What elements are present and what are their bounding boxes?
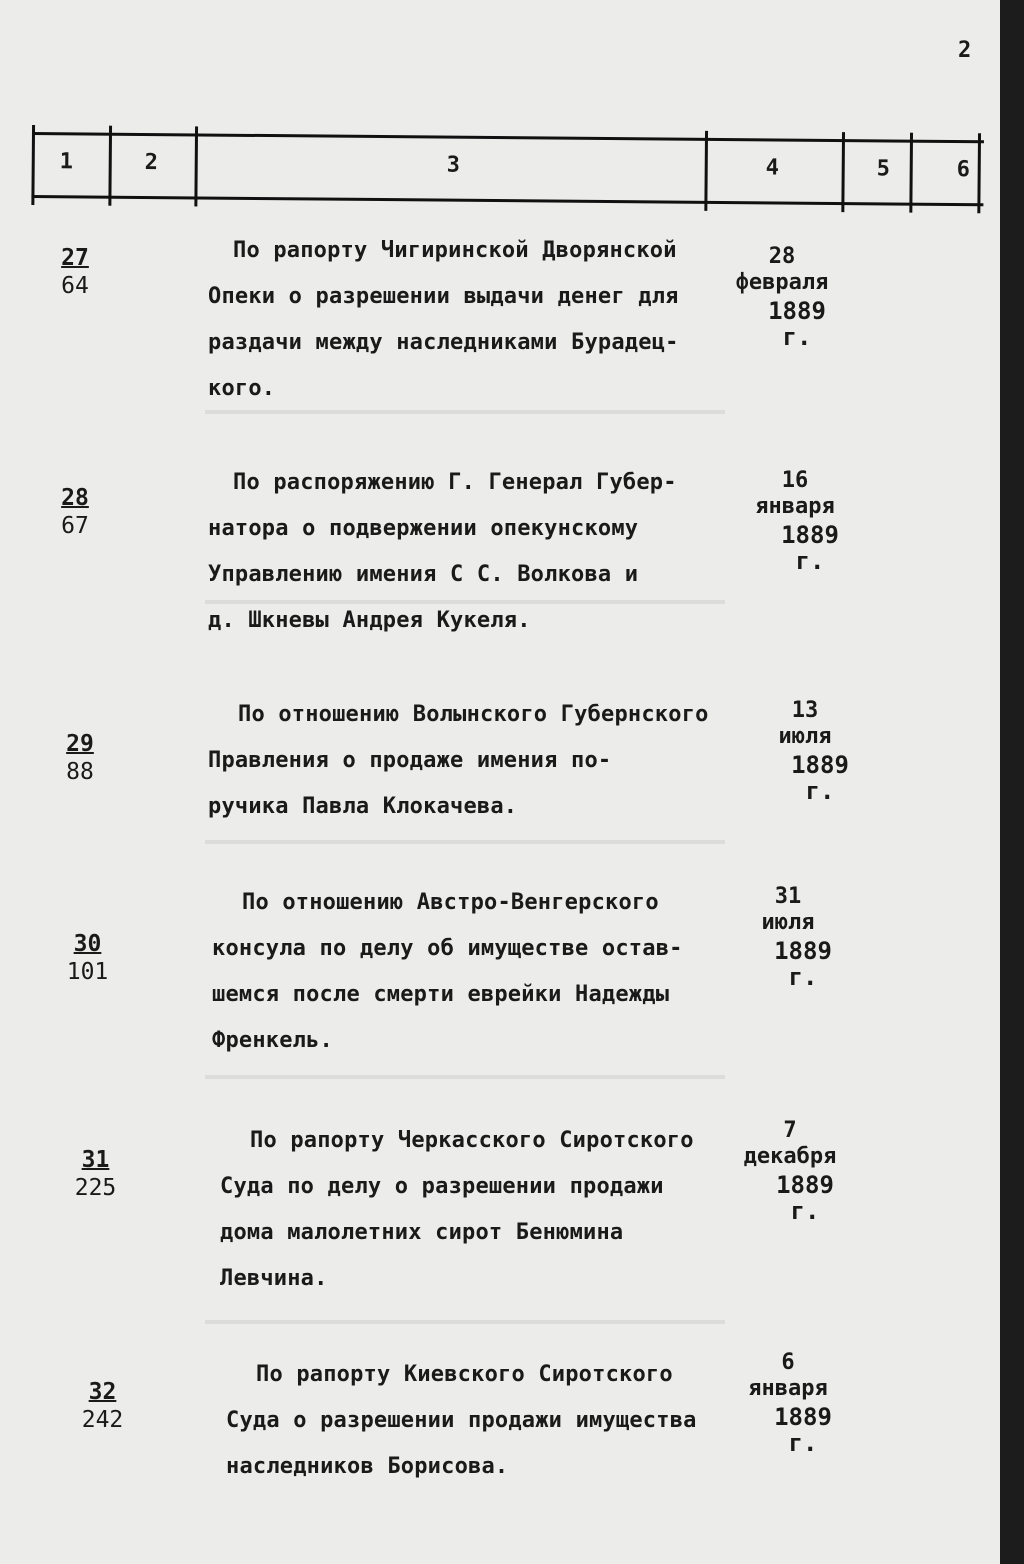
entry-description: [208, 460, 728, 644]
entry-number-bottom: 225: [74, 1175, 117, 1201]
date-year: 1889 г.: [781, 521, 839, 575]
column-divider: [977, 133, 981, 213]
entry-description: [220, 1118, 740, 1302]
entry-number-top: 27: [61, 245, 89, 271]
entry-line: Управлению имения С С. Волкова и: [208, 562, 639, 587]
entry-line: По рапорту Чигиринской Дворянской: [233, 238, 677, 263]
entry-line: Левчина.: [220, 1266, 328, 1291]
column-divider: [31, 125, 35, 205]
entry-number: [60, 930, 115, 986]
date-month: января: [748, 1376, 828, 1401]
bleed-through-mark: [205, 840, 725, 844]
entry-date: [730, 1118, 850, 1224]
bleed-through-mark: [205, 1320, 725, 1324]
date-month: февраля: [735, 270, 829, 295]
column-divider: [841, 132, 845, 212]
entry-line: По рапорту Киевского Сиротского: [256, 1362, 673, 1387]
date-day: 13: [791, 698, 819, 723]
column-number-4: 4: [765, 155, 780, 181]
entry-number-bottom: 242: [81, 1407, 124, 1433]
entry-line: По рапорту Черкасского Сиротского: [250, 1128, 694, 1153]
date-day: 7: [783, 1118, 797, 1143]
date-year: 1889 г.: [774, 937, 832, 991]
date-day: 16: [781, 468, 809, 493]
entry-number-top: 32: [88, 1379, 117, 1405]
column-divider: [704, 131, 708, 211]
entry-date: [722, 244, 842, 350]
date-year: 1889 г.: [776, 1171, 834, 1225]
entry-line: наследников Борисова.: [226, 1454, 509, 1479]
entry-number-bottom: 101: [66, 959, 109, 985]
date-year: 1889 г.: [774, 1403, 832, 1457]
entry-number-top: 29: [66, 731, 94, 757]
entry-line: дома малолетних сирот Бенюмина: [220, 1220, 624, 1245]
entry-number-bottom: 88: [66, 759, 94, 785]
date-month: июля: [778, 724, 832, 749]
entry-line: д. Шкневы Андрея Кукеля.: [208, 608, 531, 633]
entry-line: Френкель.: [212, 1028, 334, 1053]
entry-number-top: 28: [61, 485, 89, 511]
entry-number: [75, 1378, 130, 1434]
bleed-through-mark: [205, 1075, 725, 1079]
entry-description: [208, 692, 748, 830]
column-number-2: 2: [144, 149, 159, 176]
entry-number-bottom: 64: [61, 273, 89, 299]
entry-number: [55, 730, 105, 786]
page-number: 2: [958, 38, 972, 63]
column-number-1: 1: [59, 149, 74, 175]
entry-line: Правления о продаже имения по-: [208, 748, 612, 773]
entry-line: Суда по делу о разрешении продажи: [220, 1174, 664, 1199]
column-number-3: 3: [446, 152, 461, 178]
entry-line: шемся после смерти еврейки Надежды: [212, 982, 670, 1007]
column-header-table: [31, 132, 984, 206]
entry-line: раздачи между наследниками Бурадец-: [208, 330, 679, 355]
column-number-5: 5: [876, 156, 891, 182]
entry-description: [212, 880, 742, 1064]
entry-line: По отношению Волынского Губернского: [238, 702, 709, 727]
entry-number: [50, 484, 100, 540]
entry-date: [735, 468, 855, 574]
date-month: января: [755, 494, 835, 519]
entry-line: Суда о разрешении продажи имущества: [226, 1408, 697, 1433]
entry-line: консула по делу об имуществе остав-: [212, 936, 683, 961]
column-divider: [108, 126, 112, 206]
entry-description: [226, 1352, 746, 1490]
entry-number-top: 31: [81, 1147, 110, 1173]
entry-line: кого.: [208, 376, 276, 401]
date-month: декабря: [743, 1144, 837, 1169]
entry-line: ручика Павла Клокачева.: [208, 794, 518, 819]
date-day: 28: [768, 244, 796, 269]
entry-line: натора о подвержении опекунскому: [208, 516, 639, 541]
column-divider: [909, 133, 913, 213]
entry-date: [728, 884, 848, 990]
entry-line: По отношению Австро-Венгерского: [242, 890, 659, 915]
entry-number-top: 30: [73, 931, 102, 957]
entry-line: По распоряжению Г. Генерал Губер-: [233, 470, 677, 495]
column-number-6: 6: [956, 157, 971, 183]
entry-description: [208, 228, 728, 412]
date-day: 31: [774, 884, 802, 909]
date-month: июля: [761, 910, 815, 935]
entry-number-bottom: 67: [61, 513, 89, 539]
entry-line: Опеки о разрешении выдачи денег для: [208, 284, 679, 309]
entry-number: [50, 244, 100, 300]
date-year: 1889 г.: [768, 297, 826, 351]
date-day: 6: [781, 1350, 795, 1375]
date-year: 1889 г.: [791, 751, 849, 805]
entry-date: [745, 698, 865, 804]
entry-number: [68, 1146, 123, 1202]
column-divider: [194, 126, 198, 206]
entry-date: [728, 1350, 848, 1456]
